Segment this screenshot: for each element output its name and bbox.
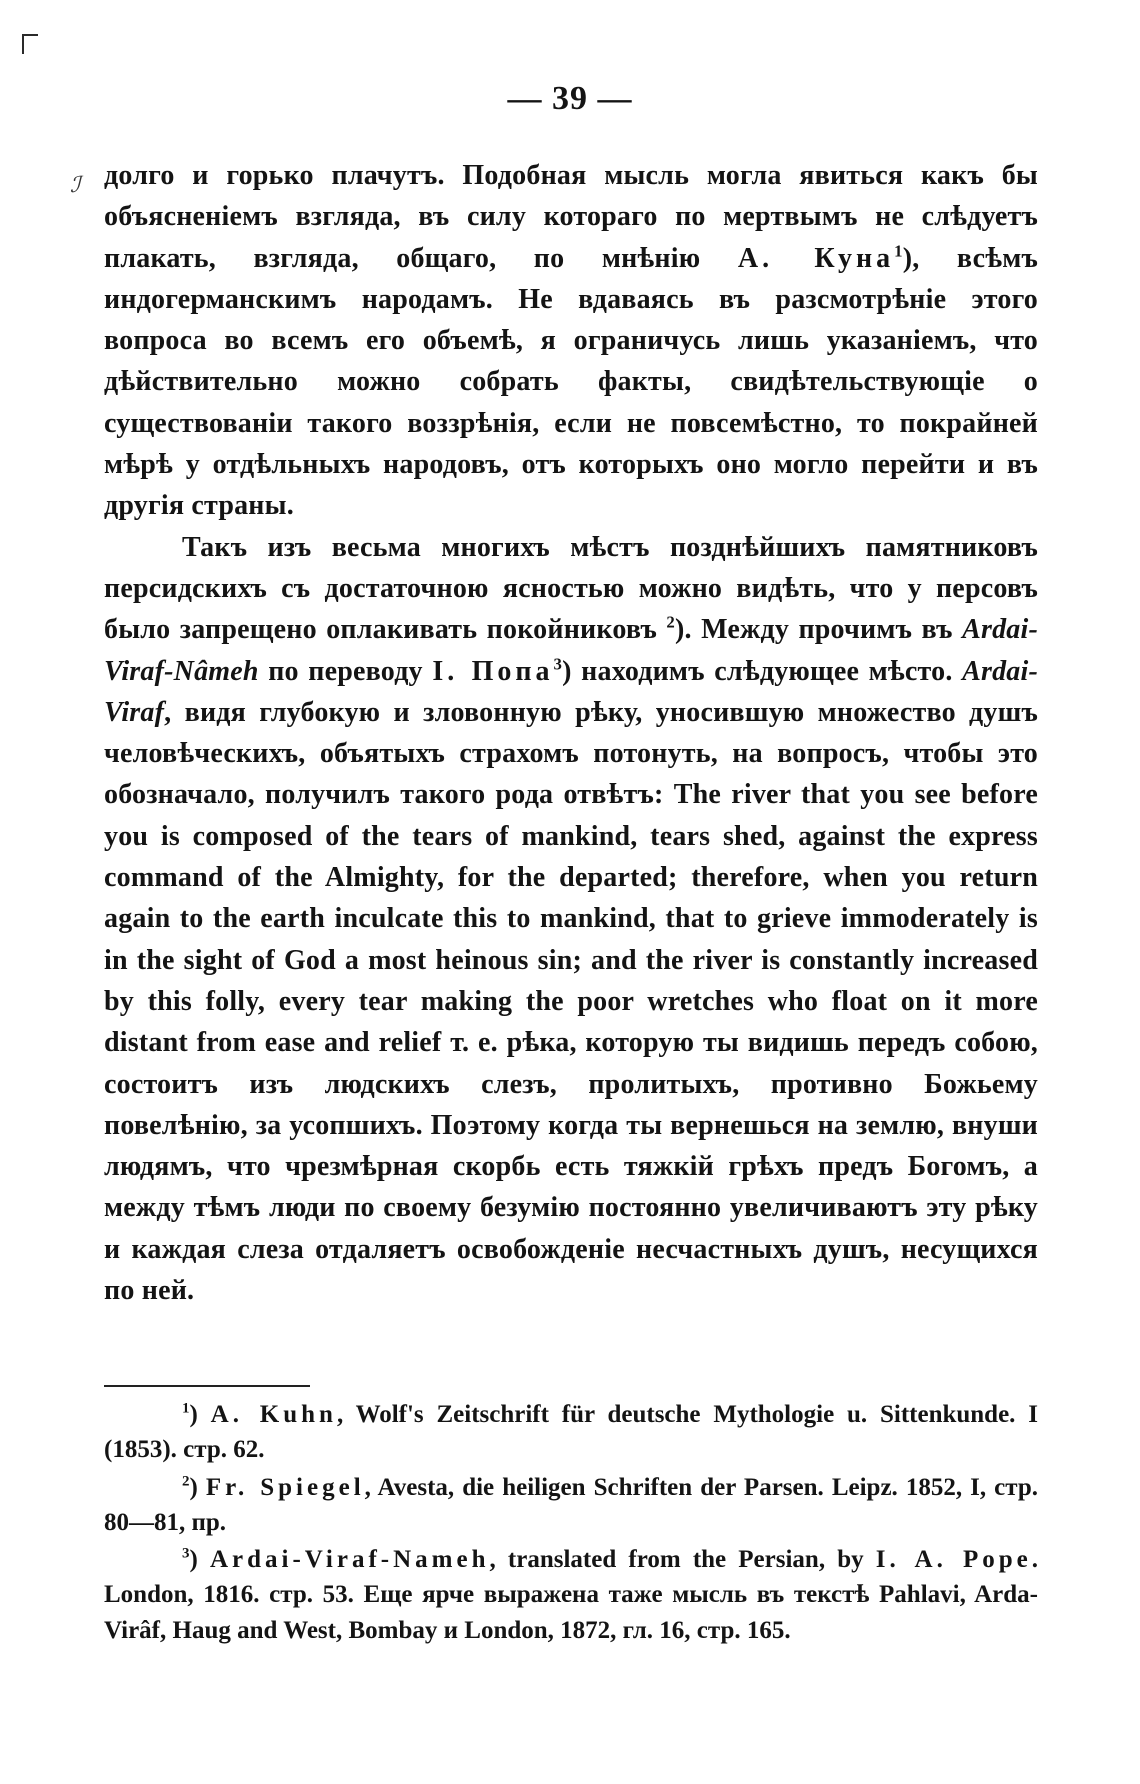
footnote-1-text: , Wolf's Zeitschrift für deutsche Mythologie u. Sittenkunde. I (1853). стр. 62. [104,1401,1038,1464]
corner-crop-mark [22,34,38,54]
footnote-divider [104,1385,310,1387]
footnote-3: $^3$) Ardai-Viraf-Nameh, translated from the Persian, by I. A. Pope. London, 1816. стр. 53. Еще ярче выражена таже мысль въ текстѣ Pahlavi, Arda-Virâf, Haug and West, Bombay и London, 1872, гл. 16, стр. 165. [104,1545,1038,1644]
p2-part-c: по переводу [258,655,433,687]
main-text [104,155,1038,1311]
p2-part-b: ). Между прочимъ въ [674,614,963,646]
footnote-3-pope: I. A. Pope [875,1546,1032,1574]
footnote-1-author: A. Kuhn [210,1401,337,1428]
footnote-1: $^1$) A. Kuhn, Wolf's Zeitschrift für deutsche Mythologie u. Sittenkunde. I (1853). стр. 62. [104,1400,1038,1464]
margin-tick-mark: ℐ [70,172,81,197]
footnote-ref-2: 2 [666,612,675,632]
p1-text: долго и горько плачутъ. Подобная мысль могла явиться какъ бы объясненіемъ взгляда, въ силу котораго по мертвымъ не слѣдуетъ плакать, взгляда, общаго, по мнѣнію [104,160,1038,274]
footnote-2: $^2$) Fr. Spiegel, Avesta, die heiligen Schriften der Parsen. Leipz. 1852, I, стр. 80—81, пр. [104,1473,1038,1536]
footnotes [104,1397,1038,1650]
title-ardai-viraf: Ardai-Viraf [104,655,1038,728]
footnote-ref-1: 1 [894,241,903,261]
footnote-3-text-b: . London, 1816. стр. 53. Еще ярче выражена таже мысль въ текстѣ Pahlavi, Arda-Virâf, Haug and West, Bombay и London, 1872, гл. 16, стр. 165. [104,1546,1038,1644]
paragraph-1 [104,155,1038,527]
footnote-2-mark: 2 [182,1473,190,1490]
english-quotation: The river that you see before you is composed of the tears of mankind, tears shed, against the express command of the Almighty, for the departed; therefore, when you return again to the earth inculcate this to mankind, that to grieve immoderately is in the sight of God a most heinous sin; and the river is constantly increased by this folly, every tear making the poor wretches who float on it more distant from ease and relief [104,779,1038,1059]
p1-rest: ), всѣмъ индогерманскимъ народамъ. Не вдаваясь въ разсмотрѣніе этого вопроса во всемъ его объемѣ, я ограничусь лишь указаніемъ, что дѣйствительно можно собрать факты, свидѣтельствующіе о существованіи такого воззрѣнія, если не повсемѣстно, то покрайней мѣрѣ у отдѣльныхъ народовъ, отъ которыхъ оно могло перейти и въ другія страны. [104,242,1038,522]
footnote-2-text: , Avesta, die heiligen Schriften der Parsen. Leipz. 1852, I, стр. 80—81, пр. [104,1473,1038,1536]
page-number: — 39 — [507,80,633,117]
p2-part-a: Такъ изъ весьма многихъ мѣстъ позднѣйшихъ памятниковъ персидскихъ съ достаточною ясностью можно видѣть, что у персовъ было запрещено оплакивать покойниковъ [104,531,1038,646]
footnote-3-author: Ardai-Viraf-Nameh [209,1546,490,1574]
footnote-1-mark: 1 [182,1400,190,1417]
footnote-ref-3: 3 [553,654,563,674]
footnote-3-text-a: , translated from the Persian, by [489,1546,876,1574]
p2-part-d: ) находимъ слѣдующее мѣсто. [562,655,963,687]
footnote-3-mark: 3 [182,1545,190,1562]
author-kuna: А. Куна [737,242,895,274]
p2-part-e: , видя глубокую и зловонную рѣку, уносившую множество душъ человѣческихъ, объятыхъ страхомъ потонуть, на вопросъ, чтобы это обозначало, получилъ такого рода отвѣтъ: [104,696,1038,811]
title-ardai-viraf-nameh: Ardai-Viraf-Nâmeh [104,614,1038,687]
footnote-2-author: Fr. Spiegel [205,1473,365,1501]
p2-part-f: т. е. рѣка, которую ты видишь передъ собою, состоитъ изъ людскихъ слезъ, пролитыхъ, противно Божьему повелѣнію, за усопшихъ. Поэтому когда ты вернешься на землю, внуши людямъ, что чрезмѣрная скорбь есть тяжкій грѣхъ предъ Богомъ, а между тѣмъ люди по своему безумію постоянно увеличиваютъ эту рѣку и каждая слеза отдаляетъ освобожденіе несчастныхъ душъ, несущихся по ней. [104,1027,1038,1307]
author-pope: I. Попа [432,655,554,687]
paragraph-2 [104,527,1038,1312]
